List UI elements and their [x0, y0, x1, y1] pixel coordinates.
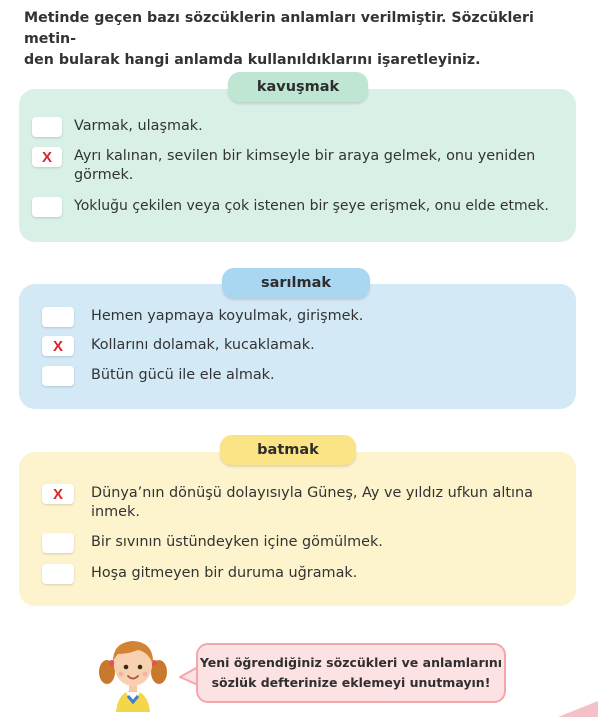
option-row	[42, 307, 562, 327]
instruction-text	[24, 8, 574, 71]
check-mark: X	[41, 148, 52, 166]
option-text-line-2: inmek.	[91, 504, 140, 520]
girl-illustration	[98, 630, 168, 712]
option-text: Hoşa gitmeyen bir duruma uğramak.	[91, 565, 358, 581]
option-row	[42, 366, 562, 386]
option-text	[91, 484, 533, 522]
checkbox[interactable]	[42, 533, 74, 553]
word-label: kavuşmak	[256, 79, 340, 95]
word-label: sarılmak	[260, 275, 332, 291]
checkbox[interactable]	[42, 307, 74, 327]
check-mark: X	[52, 337, 63, 355]
checkbox[interactable]	[42, 564, 74, 584]
reminder-line-1: Yeni öğrendiğiniz sözcükleri ve anlamlarını	[199, 655, 503, 670]
option-text: Bir sıvının üstündeyken içine gömülmek.	[91, 534, 383, 550]
option-row	[42, 564, 562, 584]
option-text-line-1: Ayrı kalınan, sevilen bir kimseyle bir araya gelmek, onu yeniden	[74, 148, 536, 164]
checkbox[interactable]	[32, 117, 62, 137]
word-label: batmak	[257, 442, 319, 458]
option-text-line-1: Dünya’nın dönüşü dolayısıyla Güneş, Ay ve yıldız ufkun altına	[91, 485, 533, 501]
page-corner-decoration	[558, 701, 598, 717]
instruction-line-2: den bularak hangi anlamda kullanıldıklarını işaretleyiniz.	[24, 52, 481, 68]
checkbox[interactable]	[42, 336, 74, 356]
option-text-line-2: görmek.	[74, 167, 134, 183]
option-text: Varmak, ulaşmak.	[74, 118, 203, 134]
word-tag-kavusmak	[228, 72, 368, 102]
option-text: Kollarını dolamak, kucaklamak.	[91, 337, 315, 353]
word-tag-batmak	[220, 435, 356, 465]
option-row	[42, 484, 562, 522]
word-tag-sarilmak	[222, 268, 370, 298]
option-row	[32, 117, 567, 137]
option-row	[42, 336, 562, 356]
option-row	[32, 147, 567, 185]
option-text	[74, 147, 535, 185]
reminder-line-2: sözlük defterinize eklemeyi unutmayın!	[211, 675, 491, 690]
check-mark: X	[52, 485, 63, 503]
option-text: Bütün gücü ile ele almak.	[91, 367, 275, 383]
option-row	[32, 197, 572, 217]
option-row	[42, 533, 562, 553]
checkbox[interactable]	[42, 484, 74, 504]
instruction-line-1: Metinde geçen bazı sözcüklerin anlamları verilmiştir. Sözcükleri metin-	[24, 10, 534, 47]
checkbox[interactable]	[32, 147, 62, 167]
option-text: Hemen yapmaya koyulmak, girişmek.	[91, 308, 364, 324]
reminder-bubble	[196, 643, 506, 703]
checkbox[interactable]	[32, 197, 62, 217]
checkbox[interactable]	[42, 366, 74, 386]
option-text: Yokluğu çekilen veya çok istenen bir şeye erişmek, onu elde etmek.	[74, 198, 549, 214]
